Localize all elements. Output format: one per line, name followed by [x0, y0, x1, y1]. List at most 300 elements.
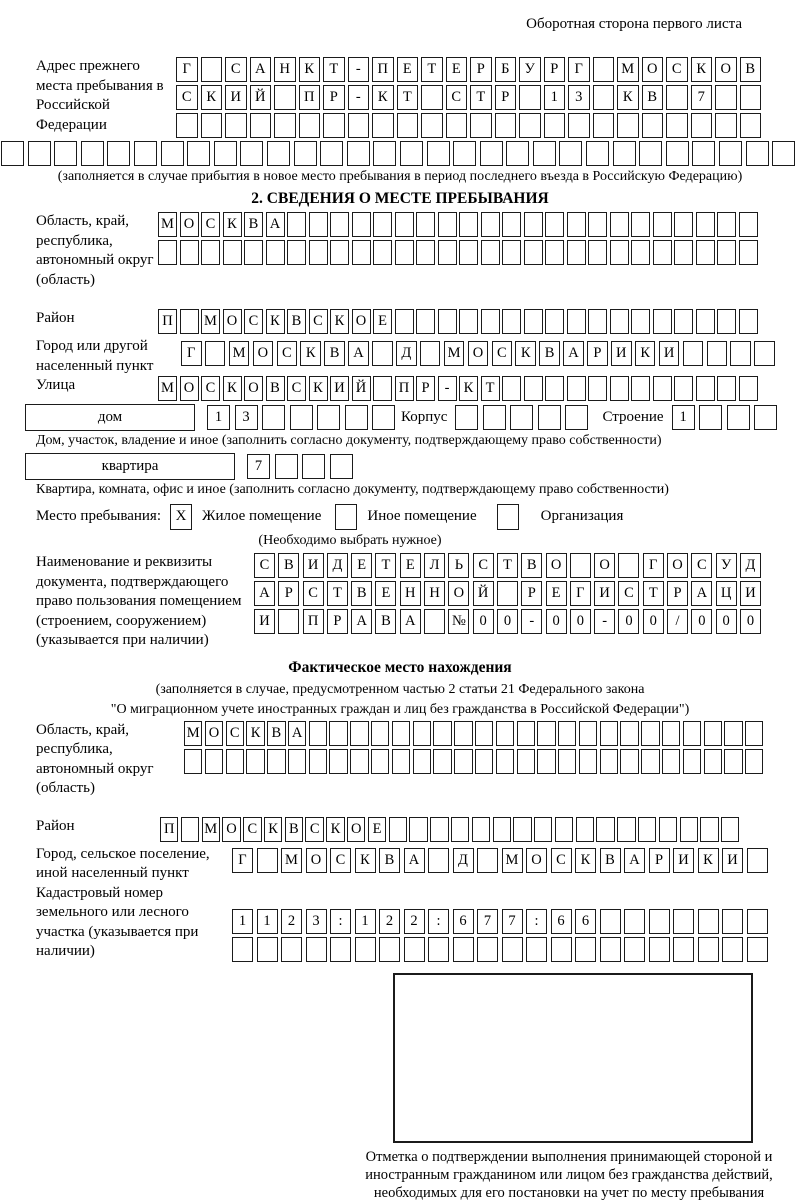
dom-namebox: дом: [25, 404, 195, 431]
char-box: [593, 85, 615, 110]
char-box: [524, 309, 543, 334]
char-box: С: [244, 309, 263, 334]
prev-address-row-3[interactable]: [176, 113, 761, 138]
char-box: И: [722, 848, 743, 873]
char-box: К: [299, 57, 321, 82]
stroenie-row[interactable]: [672, 405, 778, 430]
char-box: [567, 376, 586, 401]
char-box: 0: [546, 609, 567, 634]
char-box: [389, 817, 407, 842]
char-box: Е: [368, 817, 386, 842]
char-box: П: [303, 609, 324, 634]
char-box: [715, 113, 737, 138]
doc-label: Наименование и реквизиты документа, подтверждающего право пользования помещением (строением, сооружением) (указывается при наличии): [36, 554, 242, 648]
char-box: [588, 212, 607, 237]
char-box: 1: [355, 909, 376, 934]
char-box: :: [428, 909, 449, 934]
char-box: [674, 240, 693, 265]
char-box: [274, 85, 296, 110]
dom-number-row[interactable]: [207, 405, 395, 430]
char-box: О: [352, 309, 371, 334]
char-box: Т: [643, 581, 664, 606]
char-box: 0: [570, 609, 591, 634]
char-box: [392, 749, 410, 774]
char-box: [372, 113, 394, 138]
char-box: [275, 454, 298, 479]
char-box: [610, 212, 629, 237]
char-box: М: [158, 212, 177, 237]
stroenie-label: Строение: [602, 409, 664, 425]
char-box: [250, 113, 272, 138]
char-box: А: [624, 848, 645, 873]
char-box: Р: [587, 341, 608, 366]
oblast-row-1[interactable]: [158, 212, 758, 237]
char-box: К: [355, 848, 376, 873]
stamp-area: [393, 973, 753, 1143]
char-box: С: [201, 212, 220, 237]
char-box: В: [285, 817, 303, 842]
char-box: [496, 749, 514, 774]
char-box: И: [330, 376, 349, 401]
char-box: [545, 240, 564, 265]
char-box: [483, 405, 506, 430]
char-box: В: [267, 721, 285, 746]
fakt-oblast-row-1[interactable]: [184, 721, 763, 746]
char-box: П: [160, 817, 178, 842]
char-box: 2: [379, 909, 400, 934]
char-box: [309, 721, 327, 746]
option-label-organizatsiya: Организация: [540, 508, 624, 524]
char-box: 2: [281, 909, 302, 934]
char-box: [372, 341, 393, 366]
char-box: Г: [568, 57, 590, 82]
char-box: М: [184, 721, 202, 746]
char-box: [717, 309, 736, 334]
char-box: В: [244, 212, 263, 237]
char-box: [438, 309, 457, 334]
char-box: В: [740, 57, 762, 82]
char-box: Т: [323, 57, 345, 82]
char-box: [772, 141, 795, 166]
char-box: М: [281, 848, 302, 873]
char-box: [545, 309, 564, 334]
char-box: 0: [473, 609, 494, 634]
char-box: [722, 937, 743, 962]
char-box: В: [521, 553, 542, 578]
char-box: [201, 113, 223, 138]
char-box: [596, 817, 614, 842]
char-box: [459, 309, 478, 334]
char-box: 7: [502, 909, 523, 934]
char-box: В: [351, 581, 372, 606]
char-box: Б: [495, 57, 517, 82]
char-box: О: [594, 553, 615, 578]
char-box: [330, 454, 353, 479]
char-box: О: [205, 721, 223, 746]
char-box: [392, 721, 410, 746]
char-box: [317, 405, 340, 430]
char-box: [631, 309, 650, 334]
char-box: [294, 141, 317, 166]
char-box: [555, 817, 573, 842]
char-box: [502, 309, 521, 334]
char-box: Т: [397, 85, 419, 110]
prev-address-row-4[interactable]: [1, 141, 800, 166]
char-box: [730, 341, 751, 366]
fakt-raion-row[interactable]: [160, 817, 739, 842]
char-box: [257, 848, 278, 873]
korpus-row[interactable]: [455, 405, 588, 430]
prev-address-row-2[interactable]: [176, 85, 761, 110]
char-box: [400, 141, 423, 166]
fakt-gorod-label: Город, сельское поселение, иной населенный пункт: [36, 845, 210, 881]
char-box: [739, 309, 758, 334]
oblast-row-2[interactable]: [158, 240, 758, 265]
char-box: [287, 212, 306, 237]
option-label-inoe: Иное помещение: [367, 508, 477, 524]
doc-row-1[interactable]: [254, 553, 761, 578]
char-box: [481, 212, 500, 237]
char-box: Т: [497, 553, 518, 578]
ulitsa-label: Улица: [36, 377, 76, 393]
char-box: [347, 141, 370, 166]
char-box: [281, 937, 302, 962]
char-box: М: [229, 341, 250, 366]
char-box: [666, 141, 689, 166]
char-box: [455, 405, 478, 430]
fakt-oblast-row-2[interactable]: [184, 749, 763, 774]
checkbox-organizatsiya[interactable]: [497, 504, 519, 530]
char-box: П: [299, 85, 321, 110]
char-box: [409, 817, 427, 842]
char-box: К: [300, 341, 321, 366]
char-box: [81, 141, 104, 166]
char-box: К: [515, 341, 536, 366]
char-box: [496, 721, 514, 746]
char-box: Р: [470, 57, 492, 82]
char-box: К: [246, 721, 264, 746]
doc-row-2[interactable]: [254, 581, 761, 606]
stamp-caption: Отметка о подтверждении выполнения принимающей стороной и иностранным гражданином или лицом без гражданства действий, необходимых для его постановки на учет по месту пребывания: [365, 1148, 773, 1201]
char-box: [323, 113, 345, 138]
char-box: [309, 240, 328, 265]
char-box: Т: [470, 85, 492, 110]
char-box: [683, 341, 704, 366]
char-box: [698, 909, 719, 934]
char-box: [642, 113, 664, 138]
char-box: И: [740, 581, 761, 606]
char-box: 3: [235, 405, 258, 430]
char-box: С: [176, 85, 198, 110]
char-box: С: [473, 553, 494, 578]
char-box: И: [594, 581, 615, 606]
char-box: [717, 240, 736, 265]
char-box: В: [600, 848, 621, 873]
char-box: К: [309, 376, 328, 401]
char-box: [184, 749, 202, 774]
char-box: Е: [446, 57, 468, 82]
char-box: [696, 376, 715, 401]
char-box: [745, 749, 763, 774]
char-box: [244, 240, 263, 265]
char-box: М: [444, 341, 465, 366]
char-box: С: [225, 57, 247, 82]
char-box: Д: [740, 553, 761, 578]
char-box: [330, 937, 351, 962]
char-box: [624, 909, 645, 934]
char-box: [225, 113, 247, 138]
korpus-label: Корпус: [401, 409, 448, 425]
char-box: 0: [691, 609, 712, 634]
char-box: 3: [568, 85, 590, 110]
char-box: [662, 749, 680, 774]
char-box: 6: [453, 909, 474, 934]
char-box: И: [659, 341, 680, 366]
char-box: [699, 405, 722, 430]
char-box: [754, 405, 777, 430]
char-box: [613, 141, 636, 166]
char-box: [373, 212, 392, 237]
char-box: Е: [375, 581, 396, 606]
gorod-label: Город или другой населенный пункт: [36, 338, 154, 374]
char-box: Е: [400, 553, 421, 578]
char-box: [519, 85, 541, 110]
char-box: Д: [396, 341, 417, 366]
char-box: В: [324, 341, 345, 366]
char-box: Е: [351, 553, 372, 578]
char-box: [558, 749, 576, 774]
raion-label: Район: [36, 310, 75, 326]
char-box: /: [667, 609, 688, 634]
char-box: [267, 749, 285, 774]
doc-row-3[interactable]: [254, 609, 761, 634]
char-box: К: [372, 85, 394, 110]
char-box: У: [716, 553, 737, 578]
char-box: [373, 240, 392, 265]
char-box: [631, 376, 650, 401]
char-box: И: [254, 609, 275, 634]
char-box: К: [691, 57, 713, 82]
char-box: [459, 212, 478, 237]
mesto-note: (Необходимо выбрать нужное): [258, 533, 442, 548]
char-box: [309, 212, 328, 237]
char-box: О: [180, 212, 199, 237]
char-box: [107, 141, 130, 166]
char-box: [673, 909, 694, 934]
char-box: [524, 376, 543, 401]
char-box: И: [303, 553, 324, 578]
char-box: [477, 848, 498, 873]
char-box: С: [305, 817, 323, 842]
char-box: А: [266, 212, 285, 237]
char-box: К: [223, 376, 242, 401]
char-box: А: [400, 609, 421, 634]
char-box: [330, 240, 349, 265]
char-box: [454, 721, 472, 746]
char-box: О: [222, 817, 240, 842]
char-box: [502, 937, 523, 962]
char-box: К: [266, 309, 285, 334]
kadastr-row-2[interactable]: [232, 937, 768, 962]
char-box: [631, 240, 650, 265]
char-box: [201, 57, 223, 82]
char-box: [567, 309, 586, 334]
page-side-note: Оборотная сторона первого листа: [526, 16, 742, 32]
char-box: К: [575, 848, 596, 873]
char-box: Т: [481, 376, 500, 401]
char-box: [180, 240, 199, 265]
char-box: [600, 937, 621, 962]
char-box: [691, 113, 713, 138]
char-box: [747, 848, 768, 873]
char-box: [534, 817, 552, 842]
char-box: С: [287, 376, 306, 401]
section2-title: 2. СВЕДЕНИЯ О МЕСТЕ ПРЕБЫВАНИЯ: [251, 190, 549, 207]
char-box: [653, 309, 672, 334]
char-box: [433, 749, 451, 774]
char-box: [721, 817, 739, 842]
char-box: [727, 405, 750, 430]
prev-address-label: Адрес прежнего места пребывания в Российской Федерации: [36, 58, 164, 133]
char-box: Г: [570, 581, 591, 606]
char-box: [421, 85, 443, 110]
char-box: [413, 749, 431, 774]
char-box: [700, 817, 718, 842]
kadastr-row-1[interactable]: [232, 909, 768, 934]
char-box: [416, 212, 435, 237]
char-box: М: [158, 376, 177, 401]
char-box: [413, 721, 431, 746]
raion-row[interactable]: [158, 309, 758, 334]
prev-address-row-1[interactable]: [176, 57, 761, 82]
char-box: [717, 376, 736, 401]
char-box: К: [264, 817, 282, 842]
char-box: А: [351, 609, 372, 634]
char-box: [570, 553, 591, 578]
char-box: [747, 937, 768, 962]
char-box: О: [546, 553, 567, 578]
char-box: [618, 553, 639, 578]
char-box: [397, 113, 419, 138]
char-box: [395, 212, 414, 237]
char-box: [558, 721, 576, 746]
char-box: [510, 405, 533, 430]
gorod-row[interactable]: [181, 341, 775, 366]
char-box: [428, 937, 449, 962]
char-box: :: [330, 909, 351, 934]
checkbox-zhiloe-pomeshchenie[interactable]: X: [170, 504, 192, 530]
char-box: 1: [232, 909, 253, 934]
char-box: [739, 376, 758, 401]
char-box: [278, 609, 299, 634]
char-box: [559, 141, 582, 166]
fakt-gorod-row[interactable]: [232, 848, 768, 873]
char-box: [214, 141, 237, 166]
char-box: У: [519, 57, 541, 82]
char-box: О: [244, 376, 263, 401]
kvartira-number-row[interactable]: [247, 454, 353, 479]
char-box: М: [201, 309, 220, 334]
char-box: [704, 749, 722, 774]
char-box: [579, 721, 597, 746]
dom-note: Дом, участок, владение и иное (заполнить согласно документу, подтверждающему право собственности): [36, 433, 662, 448]
char-box: А: [691, 581, 712, 606]
char-box: Р: [495, 85, 517, 110]
char-box: [631, 212, 650, 237]
char-box: В: [375, 609, 396, 634]
char-box: [226, 749, 244, 774]
char-box: 7: [247, 454, 270, 479]
char-box: 6: [575, 909, 596, 934]
char-box: 0: [716, 609, 737, 634]
option-label-zhiloe: Жилое помещение: [202, 508, 322, 524]
char-box: С: [492, 341, 513, 366]
char-box: [274, 113, 296, 138]
char-box: [433, 721, 451, 746]
char-box: Н: [400, 581, 421, 606]
char-box: [438, 212, 457, 237]
char-box: [674, 376, 693, 401]
char-box: С: [226, 721, 244, 746]
char-box: О: [180, 376, 199, 401]
char-box: [588, 240, 607, 265]
char-box: Е: [546, 581, 567, 606]
char-box: С: [309, 309, 328, 334]
char-box: [287, 240, 306, 265]
char-box: Н: [424, 581, 445, 606]
char-box: А: [254, 581, 275, 606]
char-box: [453, 937, 474, 962]
char-box: С: [446, 85, 468, 110]
char-box: [373, 376, 392, 401]
char-box: С: [254, 553, 275, 578]
char-box: [545, 376, 564, 401]
char-box: А: [250, 57, 272, 82]
char-box: [620, 749, 638, 774]
char-box: [567, 240, 586, 265]
char-box: С: [243, 817, 261, 842]
char-box: [421, 113, 443, 138]
char-box: [537, 721, 555, 746]
ulitsa-row[interactable]: [158, 376, 758, 401]
char-box: [617, 817, 635, 842]
checkbox-inoe-pomeshchenie[interactable]: [335, 504, 357, 530]
char-box: [161, 141, 184, 166]
char-box: [739, 212, 758, 237]
mesto-label: Место пребывания:: [36, 508, 161, 524]
fakt-note-line1: (заполняется в случае, предусмотренном частью 2 статьи 21 Федерального закона: [155, 681, 645, 697]
char-box: [223, 240, 242, 265]
char-box: Р: [327, 609, 348, 634]
fakt-note-line2: "О миграционном учете иностранных граждан и лиц без гражданства в Российской Федерации"): [110, 701, 690, 717]
char-box: Р: [323, 85, 345, 110]
char-box: -: [521, 609, 542, 634]
char-box: [746, 141, 769, 166]
char-box: [481, 240, 500, 265]
char-box: К: [223, 212, 242, 237]
char-box: О: [253, 341, 274, 366]
char-box: Д: [327, 553, 348, 578]
char-box: [497, 581, 518, 606]
char-box: [372, 405, 395, 430]
char-box: [416, 240, 435, 265]
char-box: 7: [691, 85, 713, 110]
char-box: М: [202, 817, 220, 842]
char-box: [524, 212, 543, 237]
char-box: 0: [740, 609, 761, 634]
fakt-title: Фактическое место нахождения: [288, 658, 512, 676]
char-box: П: [372, 57, 394, 82]
